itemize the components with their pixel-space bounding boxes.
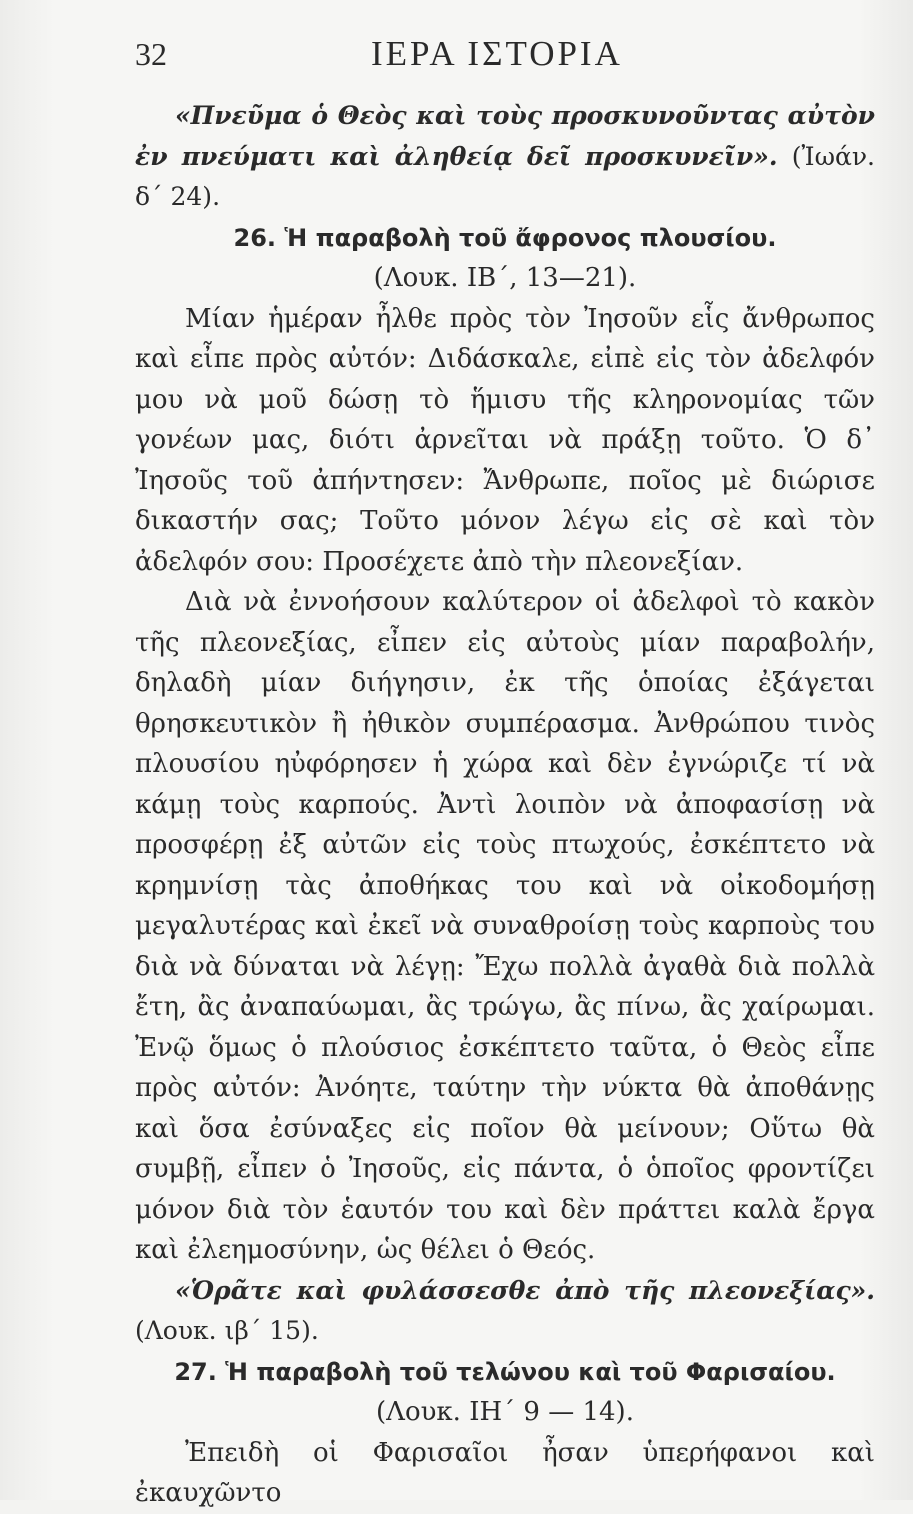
quote-reference: (Λουκ. ιβ΄ 15). — [135, 1316, 319, 1345]
scripture-quote — [135, 1271, 875, 1352]
paragraph: Ἐπειδὴ οἱ Φαρισαῖοι ἦσαν ὑπερήφανοι καὶ ἐκαυχῶντο — [135, 1437, 875, 1508]
quote-reference: (Ἰωάν. δ΄ 24). — [135, 141, 875, 211]
paragraph: Μίαν ἡμέραν ἦλθε πρὸς τὸν Ἰησοῦν εἷς ἄνθρωπος καὶ εἶπε πρὸς αὐτόν: Διδάσκαλε, εἰπὲ εἰς τὸν ἀδελφόν μου νὰ μοῦ δώσῃ τὸ ἥμισυ τῆς κληρονομίας τῶν γονέων μας, διότι ἀρνεῖται νὰ πράξῃ τοῦτο. Ὁ δ᾽ Ἰησοῦς τοῦ ἀπήντησεν: Ἄνθρωπε, ποῖος μὲ διώρισε δικαστήν σας; Τοῦτο μόνον λέγω εἰς σὲ καὶ τὸν ἀδελφόν σου: Προσέχετε ἀπὸ τὴν πλεονεξίαν. — [135, 303, 875, 577]
section-heading-27: 27. Ἡ παραβολὴ τοῦ τελώνου καὶ τοῦ Φαρισαίου. — [174, 1357, 836, 1386]
paragraph: Διὰ νὰ ἐννοήσουν καλύτερον οἱ ἀδελφοὶ τὸ κακὸν τῆς πλεονεξίας, εἶπεν εἰς αὐτοὺς μίαν παραβολήν, δηλαδὴ μίαν διήγησιν, ἐκ τῆς ὁποίας ἐξάγεται θρησκευτικὸν ἢ ἠθικὸν συμπέρασμα. Ἀνθρώπου τινὸς πλουσίου ηὐφόρησεν ἡ χώρα καὶ δὲν ἐγνώριζε τί νὰ κάμῃ τοὺς καρπούς. Ἀντὶ λοιπὸν νὰ ἀποφασίσῃ νὰ προσφέρῃ ἐξ αὐτῶν εἰς τοὺς πτωχούς, ἐσκέπτετο νὰ κρημνίσῃ τὰς ἀποθήκας του καὶ νὰ οἰκοδομήσῃ μεγαλυτέρας καὶ ἐκεῖ νὰ συναθροίσῃ τοὺς καρποὺς του διὰ νὰ δύναται νὰ λέγῃ: Ἔχω πολλὰ ἀγαθὰ διὰ πολλὰ ἔτη, ἂς ἀναπαύωμαι, ἂς τρώγω, ἂς πίνω, ἂς χαίρωμαι. Ἐνῷ ὅμως ὁ πλούσιος ἐσκέπτετο ταῦτα, ὁ Θεὸς εἶπε πρὸς αὐτόν: Ἀνόητε, ταύτην τὴν νύκτα θὰ ἀποθάνῃς καὶ ὅσα ἐσύναξες εἰς ποῖον θὰ μείνουν; Οὕτω θὰ συμβῇ, εἶπεν ὁ Ἰησοῦς, εἰς πάντα, ὁ ὁποῖος φροντίζει μόνον διὰ τὸν ἑαυτόν του καὶ δὲν πράττει καλὰ ἔργα καὶ ἐλεημοσύνην, ὡς θέλει ὁ Θεός. — [135, 587, 875, 1265]
page-header — [135, 30, 875, 80]
quote-text: «Ὁρᾶτε καὶ φυλάσσεσθε ἀπὸ τῆς πλεονεξίας». — [175, 1275, 875, 1305]
section-reference-27: (Λουκ. ΙΗ΄ 9 — 14). — [376, 1397, 634, 1427]
page-body — [135, 96, 875, 1514]
running-title: ΙΕΡΑ ΙΣΤΟΡΙΑ — [371, 34, 623, 73]
section-heading-26: 26. Ἡ παραβολὴ τοῦ ἄφρονος πλουσίου. — [233, 223, 777, 252]
section-reference-26: (Λουκ. ΙΒ΄, 13—21). — [373, 263, 637, 293]
scripture-quote — [135, 96, 875, 218]
page-number: 32 — [135, 36, 167, 72]
quote-text: «Πνεῦμα ὁ Θεὸς καὶ τοὺς προσκυνοῦντας αὐτὸν ἐν πνεύματι καὶ ἀληθείᾳ δεῖ προσκυνεῖν». — [135, 101, 875, 171]
